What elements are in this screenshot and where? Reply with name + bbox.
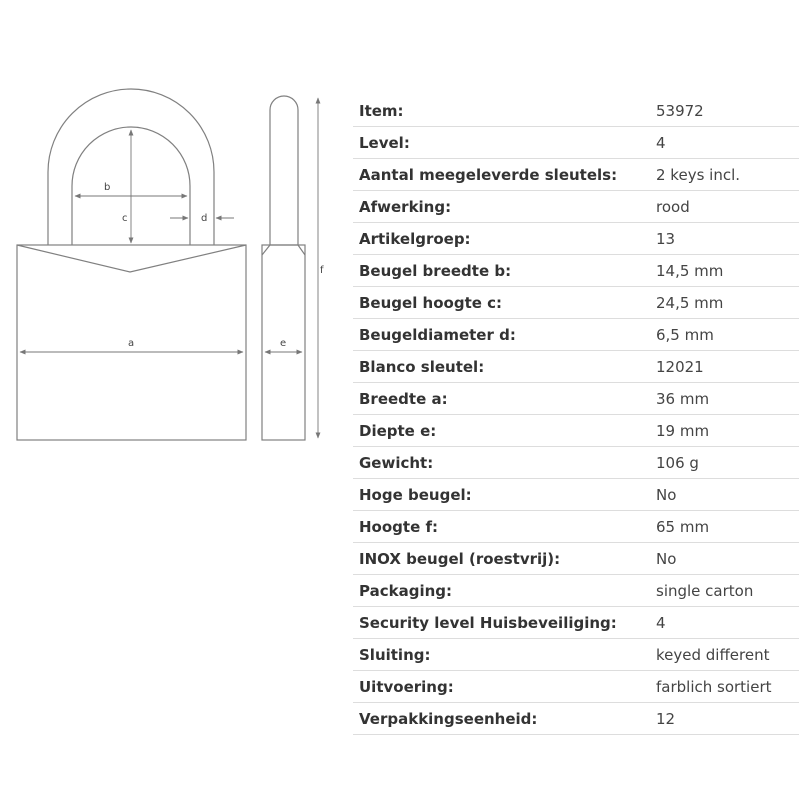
spec-label: Hoogte f: [353,511,649,543]
spec-row [353,511,799,543]
spec-label: Afwerking: [353,191,649,223]
spec-value: single carton [649,575,799,607]
spec-value: 2 keys incl. [649,159,799,191]
spec-value: No [649,479,799,511]
padlock-front-view [17,89,246,440]
spec-row [353,319,799,351]
spec-value: 14,5 mm [649,255,799,287]
dimension-lines [20,98,318,438]
spec-value: 4 [649,127,799,159]
side-bevel [262,245,305,255]
spec-row [353,575,799,607]
spec-row [353,479,799,511]
spec-label: Packaging: [353,575,649,607]
spec-value: 19 mm [649,415,799,447]
body-bevel [17,245,246,272]
spec-label: INOX beugel (roestvrij): [353,543,649,575]
spec-label: Security level Huisbeveiliging: [353,607,649,639]
spec-row [353,415,799,447]
dimension-label-f: f [320,265,324,276]
spec-label: Level: [353,127,649,159]
spec-row [353,159,799,191]
spec-row [353,95,799,127]
spec-value: 6,5 mm [649,319,799,351]
spec-row [353,191,799,223]
spec-value: 106 g [649,447,799,479]
dimension-label-b: b [104,182,111,193]
spec-label: Blanco sleutel: [353,351,649,383]
spec-label: Sluiting: [353,639,649,671]
spec-label: Beugel breedte b: [353,255,649,287]
spec-value: 12 [649,703,799,735]
spec-row [353,351,799,383]
spec-value: 13 [649,223,799,255]
spec-row [353,639,799,671]
spec-value: 12021 [649,351,799,383]
spec-label: Item: [353,95,649,127]
spec-value: No [649,543,799,575]
spec-label: Diepte e: [353,415,649,447]
spec-label: Aantal meegeleverde sleutels: [353,159,649,191]
spec-row [353,255,799,287]
spec-label: Artikelgroep: [353,223,649,255]
spec-label: Beugel hoogte c: [353,287,649,319]
spec-value: 36 mm [649,383,799,415]
spec-label: Hoge beugel: [353,479,649,511]
dimension-label-e: e [280,338,287,349]
spec-row [353,607,799,639]
spec-value: 65 mm [649,511,799,543]
spec-row [353,127,799,159]
padlock-side-view [262,96,305,440]
spec-row [353,447,799,479]
spec-value: keyed different [649,639,799,671]
spec-row [353,287,799,319]
spec-row [353,703,799,735]
spec-table-body [353,95,799,735]
spec-value: farblich sortiert [649,671,799,703]
spec-label: Gewicht: [353,447,649,479]
spec-row [353,223,799,255]
spec-label: Beugeldiameter d: [353,319,649,351]
spec-row [353,671,799,703]
spec-value: rood [649,191,799,223]
padlock-dimension-diagram [0,0,340,460]
spec-label: Uitvoering: [353,671,649,703]
spec-value: 53972 [649,95,799,127]
spec-row [353,543,799,575]
spec-label: Verpakkingseenheid: [353,703,649,735]
dimension-label-c: c [122,213,128,224]
dimension-label-d: d [201,213,208,224]
spec-label: Breedte a: [353,383,649,415]
spec-table [353,95,799,735]
shackle-side-outline [270,96,298,245]
dimension-label-a: a [128,338,135,349]
spec-value: 24,5 mm [649,287,799,319]
spec-row [353,383,799,415]
spec-value: 4 [649,607,799,639]
